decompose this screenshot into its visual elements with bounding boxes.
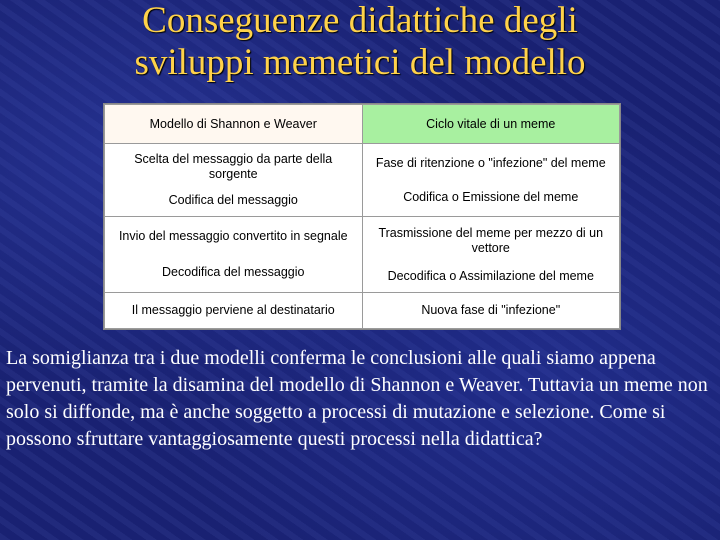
table-cell-left [105,217,363,293]
header-shannon-weaver: Modello di Shannon e Weaver [105,105,363,144]
cell-text: Scelta del messaggio da parte della sorgente [134,151,333,181]
table-cell-right: Nuova fase di "infezione" [362,293,620,329]
cell-text: Fase di ritenzione o "infezione" del meme [375,155,606,170]
slide-title [0,0,720,84]
cell-text: Decodifica o Assimilazione del meme [387,268,594,283]
table-row [105,293,620,329]
table-cell-right [362,144,620,217]
cell-text: Decodifica del messaggio [162,264,305,279]
comparison-table [103,103,621,330]
table-row [105,217,620,293]
cell-text: Trasmissione del meme per mezzo di un vettore [378,225,604,255]
cell-text: Codifica del messaggio [168,193,298,208]
table-row [105,144,620,217]
table-cell-left: Il messaggio perviene al destinatario [105,293,363,329]
cell-text: Codifica o Emissione del meme [403,189,579,204]
slide-title-line-1: Conseguenze didattiche degli [142,0,578,41]
body-paragraph: La somiglianza tra i due modelli conferma le conclusioni alle quali siamo appena pervenuti, tramite la disamina del modello di Shannon e Weaver. Tuttavia un meme non solo si diffonde, ma è anche soggetto a processi di mutazione e selezione. Come si possono sfruttare vantaggiosamente questi processi nella didattica? [6,347,708,450]
slide-title-line-2: sviluppi memetici del modello [134,42,586,83]
cell-text: Invio del messaggio convertito in segnale [118,229,348,244]
table-cell-left [105,144,363,217]
header-meme-lifecycle: Ciclo vitale di un meme [362,105,620,144]
table-cell-right [362,217,620,293]
table-header-row [105,105,620,144]
comparison-table-grid [104,104,620,329]
